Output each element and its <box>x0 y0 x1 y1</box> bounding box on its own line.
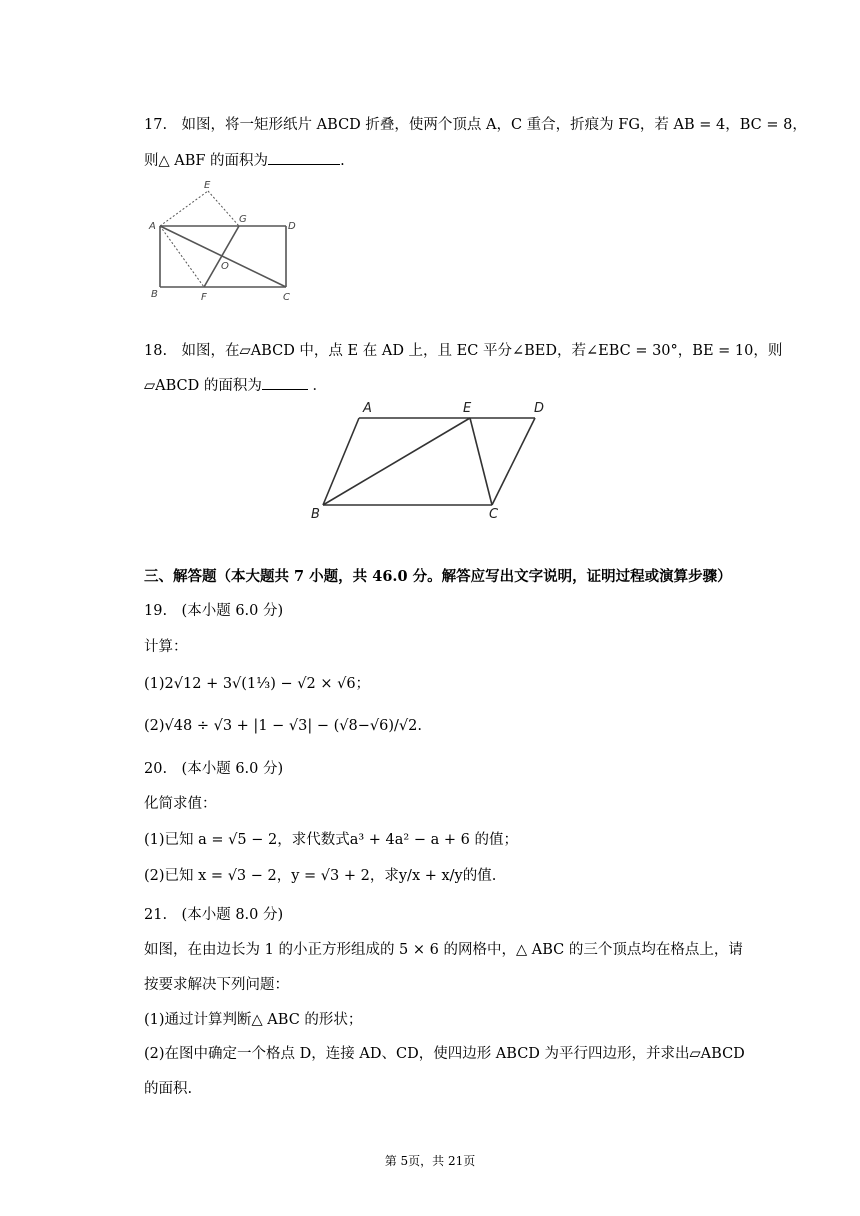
answer-blank-18 <box>262 377 308 390</box>
q19-header: 19. (本小题 6.0 分) <box>144 603 284 619</box>
label-B: B <box>311 507 320 522</box>
q17-line-2-text: 则△ ABF 的面积为 <box>144 153 269 169</box>
q18-line-2-text: ▱ABCD 的面积为 <box>144 378 262 394</box>
answer-blank-17 <box>268 152 340 165</box>
q20-intro: 化简求值： <box>144 796 217 812</box>
q21-line-2: 按要求解决下列问题： <box>144 977 289 993</box>
label-G: G <box>239 214 247 225</box>
q20-part-2: (2)已知 x = √3 − 2，y = √3 + 2，求y/x + x/y的值. <box>144 868 497 884</box>
q18-line-2 <box>144 374 327 395</box>
page-footer: 第 5页，共 21页 <box>384 1154 476 1168</box>
q19-part-2: (2)√48 ÷ √3 + |1 − √3| − (√8−√6)/√2. <box>144 718 422 734</box>
section-3-heading: 三、解答题（本大题共 7 小题，共 46.0 分。解答应写出文字说明，证明过程或演算步骤） <box>144 568 732 585</box>
q18-figure <box>305 396 565 526</box>
q21-part-1: (1)通过计算判断△ ABC 的形状； <box>144 1012 363 1028</box>
q17-line-1: 17. 如图，将一矩形纸片 ABCD 折叠，使两个顶点 A，C 重合，折痕为 FG，若 AB = 4，BC = 8， <box>144 117 807 133</box>
label-A: A <box>149 221 156 232</box>
q21-line-1: 如图，在由边长为 1 的小正方形组成的 5 × 6 的网格中，△ ABC 的三个顶点均在格点上，请 <box>144 942 743 958</box>
q19-part-1: (1)2√12 + 3√(1⅓) − √2 × √6； <box>144 676 371 692</box>
q18-line-1: 18. 如图，在▱ABCD 中，点 E 在 AD 上，且 EC 平分∠BED，若∠EBC = 30°，BE = 10，则 <box>144 343 783 359</box>
q17-line-2-end: . <box>340 153 345 169</box>
label-E: E <box>204 180 211 191</box>
label-D: D <box>534 401 545 416</box>
q18-line-2-end: ． <box>312 378 327 394</box>
label-E: E <box>463 401 472 416</box>
label-C: C <box>489 507 499 522</box>
q21-header: 21. (本小题 8.0 分) <box>144 907 284 923</box>
q21-part-2b: 的面积. <box>144 1081 193 1097</box>
label-B: B <box>151 289 158 300</box>
q17-figure <box>146 176 316 304</box>
q20-part-1: (1)已知 a = √5 − 2，求代数式a³ + 4a² − a + 6 的值； <box>144 832 518 848</box>
q20-header: 20. (本小题 6.0 分) <box>144 761 284 777</box>
label-C: C <box>283 292 290 303</box>
q19-intro: 计算： <box>144 639 188 655</box>
q17-line-2 <box>144 149 345 170</box>
label-D: D <box>288 221 296 232</box>
label-F: F <box>201 292 207 303</box>
q21-part-2a: (2)在图中确定一个格点 D，连接 AD、CD，使四边形 ABCD 为平行四边形，并求出▱ABCD <box>144 1046 745 1062</box>
label-A: A <box>363 401 372 416</box>
label-O: O <box>221 261 229 272</box>
